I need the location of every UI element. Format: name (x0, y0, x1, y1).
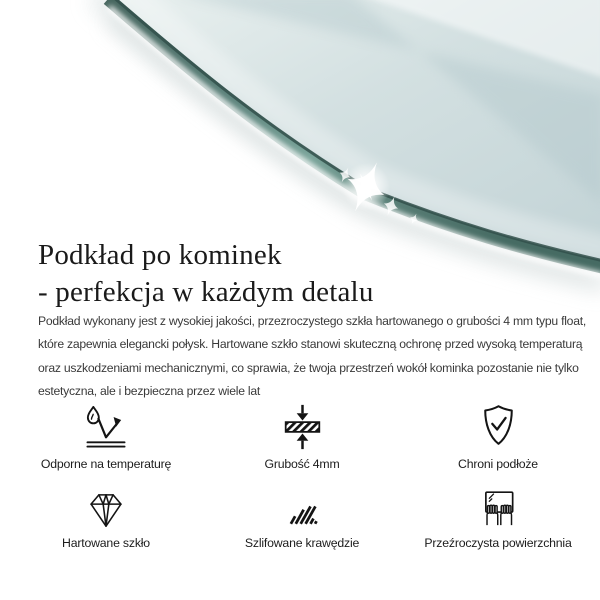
intro-line: estetyczna, ale i bezpieczna przez wiele lat (38, 384, 261, 399)
feature-protects (400, 402, 596, 471)
feature-heat-resistant (8, 402, 204, 471)
shield-check-icon (470, 402, 527, 450)
feature-polished-edges (204, 481, 400, 550)
diamond-icon (83, 481, 129, 529)
intro-line: oraz uszkodzeniami mechanicznymi, co sprawia, że twoja przestrzeń wokół kominka pozostanie nie tylko (38, 360, 579, 375)
intro-paragraph (38, 310, 598, 404)
heat-resistant-icon (79, 402, 133, 450)
feature-label: Szlifowane krawędzie (244, 536, 360, 550)
intro-line: Podkład wykonany jest z wysokiej jakości, przezroczystego szkła hartowanego o grubości 4 mm typu float, (38, 314, 587, 328)
thickness-icon (274, 402, 331, 450)
feature-label: Odporne na temperaturę (40, 457, 172, 471)
feature-label: Grubość 4mm (264, 457, 340, 471)
feature-label: Przeźroczysta powierzchnia (424, 536, 572, 550)
feature-tempered (8, 481, 204, 550)
feature-label: Hartowane szkło (62, 536, 150, 550)
page-title-line-2: - perfekcja w każdym detalu (38, 276, 374, 308)
polished-edges-icon (281, 481, 323, 529)
feature-grid (8, 402, 596, 550)
hands-glass-icon (474, 481, 523, 529)
intro-line: które zapewnia elegancki połysk. Hartowane szkło stanowi skuteczną ochronę przed wysoką temperaturą (38, 337, 583, 352)
feature-transparent (400, 481, 596, 550)
page-title (38, 237, 374, 311)
feature-label: Chroni podłoże (458, 457, 538, 471)
page-title-line-1: Podkład po kominek (38, 239, 282, 271)
feature-thickness (204, 402, 400, 471)
